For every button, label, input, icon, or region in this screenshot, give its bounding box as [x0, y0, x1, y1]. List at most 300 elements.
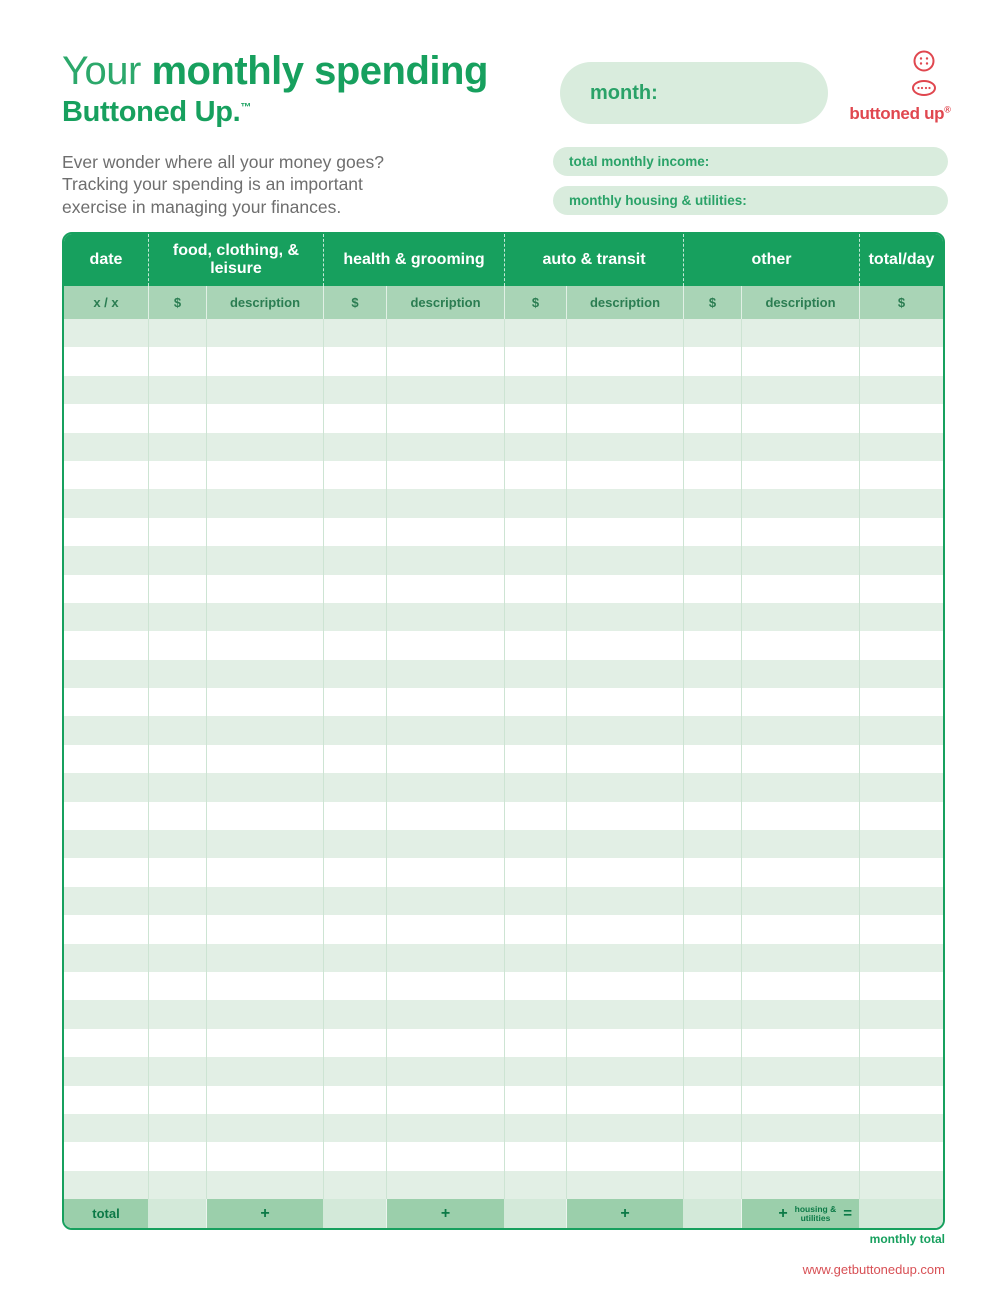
table-cell[interactable]: [207, 802, 324, 830]
table-cell[interactable]: [207, 1000, 324, 1028]
table-cell[interactable]: [860, 1086, 943, 1114]
footer-sum-cell[interactable]: [324, 1199, 387, 1228]
table-cell[interactable]: [207, 518, 324, 546]
table-cell[interactable]: [684, 518, 742, 546]
table-cell[interactable]: [207, 376, 324, 404]
table-cell[interactable]: [387, 802, 505, 830]
table-cell[interactable]: [567, 745, 684, 773]
table-cell[interactable]: [149, 461, 207, 489]
table-cell[interactable]: [149, 546, 207, 574]
footer-monthly-total-cell[interactable]: [860, 1199, 943, 1228]
table-cell[interactable]: [860, 575, 943, 603]
table-cell[interactable]: [387, 745, 505, 773]
table-cell[interactable]: [207, 489, 324, 517]
table-cell[interactable]: [684, 802, 742, 830]
table-cell[interactable]: [567, 887, 684, 915]
table-cell[interactable]: [505, 575, 567, 603]
table-cell[interactable]: [324, 1000, 387, 1028]
table-cell[interactable]: [505, 347, 567, 375]
table-cell[interactable]: [324, 489, 387, 517]
table-cell[interactable]: [567, 1142, 684, 1170]
table-cell[interactable]: [64, 631, 149, 659]
table-cell[interactable]: [149, 858, 207, 886]
table-cell[interactable]: [387, 887, 505, 915]
table-cell[interactable]: [567, 1114, 684, 1142]
table-cell[interactable]: [207, 745, 324, 773]
table-cell[interactable]: [684, 830, 742, 858]
table-cell[interactable]: [387, 1057, 505, 1085]
table-cell[interactable]: [860, 716, 943, 744]
table-cell[interactable]: [684, 915, 742, 943]
table-cell[interactable]: [387, 660, 505, 688]
table-cell[interactable]: [64, 575, 149, 603]
table-cell[interactable]: [324, 376, 387, 404]
table-cell[interactable]: [505, 1171, 567, 1199]
table-cell[interactable]: [742, 745, 860, 773]
table-cell[interactable]: [64, 1086, 149, 1114]
table-cell[interactable]: [742, 631, 860, 659]
table-cell[interactable]: [324, 1086, 387, 1114]
table-cell[interactable]: [324, 688, 387, 716]
table-cell[interactable]: [324, 915, 387, 943]
table-cell[interactable]: [64, 546, 149, 574]
table-cell[interactable]: [684, 404, 742, 432]
table-cell[interactable]: [149, 773, 207, 801]
table-cell[interactable]: [742, 347, 860, 375]
table-cell[interactable]: [860, 404, 943, 432]
table-cell[interactable]: [860, 1114, 943, 1142]
table-cell[interactable]: [505, 688, 567, 716]
table-cell[interactable]: [64, 1142, 149, 1170]
table-cell[interactable]: [207, 688, 324, 716]
table-cell[interactable]: [387, 830, 505, 858]
table-cell[interactable]: [567, 489, 684, 517]
table-cell[interactable]: [207, 1086, 324, 1114]
table-cell[interactable]: [860, 688, 943, 716]
table-cell[interactable]: [742, 1142, 860, 1170]
table-cell[interactable]: [567, 1029, 684, 1057]
table-cell[interactable]: [64, 915, 149, 943]
table-cell[interactable]: [567, 915, 684, 943]
table-cell[interactable]: [567, 830, 684, 858]
table-cell[interactable]: [64, 887, 149, 915]
table-cell[interactable]: [207, 1057, 324, 1085]
table-cell[interactable]: [684, 773, 742, 801]
table-cell[interactable]: [860, 915, 943, 943]
table-cell[interactable]: [742, 603, 860, 631]
table-cell[interactable]: [860, 603, 943, 631]
table-cell[interactable]: [149, 319, 207, 347]
table-cell[interactable]: [742, 688, 860, 716]
table-cell[interactable]: [387, 404, 505, 432]
table-cell[interactable]: [207, 1114, 324, 1142]
table-cell[interactable]: [149, 603, 207, 631]
table-cell[interactable]: [324, 1029, 387, 1057]
table-cell[interactable]: [567, 319, 684, 347]
table-cell[interactable]: [207, 546, 324, 574]
table-cell[interactable]: [742, 518, 860, 546]
table-cell[interactable]: [64, 319, 149, 347]
table-cell[interactable]: [684, 319, 742, 347]
table-cell[interactable]: [207, 1142, 324, 1170]
table-cell[interactable]: [742, 489, 860, 517]
table-cell[interactable]: [742, 1114, 860, 1142]
table-cell[interactable]: [149, 433, 207, 461]
table-cell[interactable]: [207, 944, 324, 972]
table-cell[interactable]: [860, 830, 943, 858]
table-cell[interactable]: [505, 660, 567, 688]
table-cell[interactable]: [505, 603, 567, 631]
table-cell[interactable]: [207, 773, 324, 801]
table-cell[interactable]: [567, 631, 684, 659]
table-cell[interactable]: [505, 1086, 567, 1114]
table-cell[interactable]: [567, 404, 684, 432]
table-cell[interactable]: [742, 546, 860, 574]
table-cell[interactable]: [207, 830, 324, 858]
table-cell[interactable]: [207, 716, 324, 744]
table-cell[interactable]: [149, 660, 207, 688]
table-cell[interactable]: [64, 745, 149, 773]
table-cell[interactable]: [860, 518, 943, 546]
footer-sum-cell[interactable]: [149, 1199, 207, 1228]
table-cell[interactable]: [742, 915, 860, 943]
table-cell[interactable]: [64, 1171, 149, 1199]
table-cell[interactable]: [742, 1000, 860, 1028]
table-cell[interactable]: [742, 858, 860, 886]
table-cell[interactable]: [149, 404, 207, 432]
table-cell[interactable]: [149, 716, 207, 744]
table-cell[interactable]: [207, 319, 324, 347]
table-cell[interactable]: [324, 1114, 387, 1142]
table-cell[interactable]: [742, 972, 860, 1000]
table-cell[interactable]: [860, 802, 943, 830]
table-cell[interactable]: [505, 1142, 567, 1170]
table-cell[interactable]: [149, 376, 207, 404]
table-cell[interactable]: [505, 631, 567, 659]
table-cell[interactable]: [64, 518, 149, 546]
table-cell[interactable]: [567, 716, 684, 744]
table-cell[interactable]: [742, 1086, 860, 1114]
table-cell[interactable]: [684, 716, 742, 744]
table-cell[interactable]: [860, 773, 943, 801]
table-cell[interactable]: [387, 546, 505, 574]
website-link[interactable]: www.getbuttonedup.com: [802, 1262, 945, 1277]
table-cell[interactable]: [387, 716, 505, 744]
table-cell[interactable]: [324, 802, 387, 830]
table-cell[interactable]: [742, 773, 860, 801]
table-cell[interactable]: [567, 461, 684, 489]
table-cell[interactable]: [684, 887, 742, 915]
table-cell[interactable]: [149, 915, 207, 943]
table-cell[interactable]: [505, 972, 567, 1000]
month-input[interactable]: [560, 62, 828, 124]
table-cell[interactable]: [207, 887, 324, 915]
footer-sum-cell[interactable]: [505, 1199, 567, 1228]
table-cell[interactable]: [149, 1086, 207, 1114]
table-cell[interactable]: [324, 631, 387, 659]
table-cell[interactable]: [324, 830, 387, 858]
table-cell[interactable]: [567, 1086, 684, 1114]
table-cell[interactable]: [742, 404, 860, 432]
table-cell[interactable]: [207, 972, 324, 1000]
table-cell[interactable]: [742, 1171, 860, 1199]
table-cell[interactable]: [387, 773, 505, 801]
table-cell[interactable]: [505, 858, 567, 886]
table-cell[interactable]: [387, 518, 505, 546]
table-cell[interactable]: [64, 376, 149, 404]
table-cell[interactable]: [149, 972, 207, 1000]
table-cell[interactable]: [684, 1114, 742, 1142]
table-cell[interactable]: [324, 887, 387, 915]
table-cell[interactable]: [387, 915, 505, 943]
table-cell[interactable]: [387, 347, 505, 375]
table-cell[interactable]: [207, 461, 324, 489]
table-cell[interactable]: [387, 972, 505, 1000]
table-cell[interactable]: [324, 433, 387, 461]
table-cell[interactable]: [567, 1000, 684, 1028]
table-cell[interactable]: [505, 1000, 567, 1028]
table-cell[interactable]: [742, 716, 860, 744]
table-cell[interactable]: [567, 858, 684, 886]
table-cell[interactable]: [324, 461, 387, 489]
table-cell[interactable]: [64, 489, 149, 517]
table-cell[interactable]: [64, 972, 149, 1000]
table-cell[interactable]: [742, 660, 860, 688]
table-cell[interactable]: [387, 944, 505, 972]
footer-sum-cell[interactable]: [684, 1199, 742, 1228]
table-cell[interactable]: [742, 376, 860, 404]
table-cell[interactable]: [567, 688, 684, 716]
table-cell[interactable]: [860, 1057, 943, 1085]
table-cell[interactable]: [505, 887, 567, 915]
table-cell[interactable]: [324, 972, 387, 1000]
table-cell[interactable]: [742, 887, 860, 915]
table-cell[interactable]: [387, 688, 505, 716]
table-cell[interactable]: [742, 433, 860, 461]
table-cell[interactable]: [684, 1171, 742, 1199]
table-cell[interactable]: [387, 631, 505, 659]
table-cell[interactable]: [207, 404, 324, 432]
table-cell[interactable]: [207, 660, 324, 688]
table-cell[interactable]: [149, 518, 207, 546]
table-cell[interactable]: [207, 603, 324, 631]
table-cell[interactable]: [324, 347, 387, 375]
table-cell[interactable]: [684, 1000, 742, 1028]
table-cell[interactable]: [505, 830, 567, 858]
table-cell[interactable]: [505, 745, 567, 773]
table-cell[interactable]: [64, 433, 149, 461]
table-cell[interactable]: [860, 347, 943, 375]
table-cell[interactable]: [505, 1114, 567, 1142]
table-cell[interactable]: [742, 461, 860, 489]
table-cell[interactable]: [505, 802, 567, 830]
table-cell[interactable]: [324, 1142, 387, 1170]
table-cell[interactable]: [64, 802, 149, 830]
table-cell[interactable]: [567, 347, 684, 375]
table-cell[interactable]: [207, 915, 324, 943]
table-cell[interactable]: [387, 1142, 505, 1170]
table-cell[interactable]: [567, 376, 684, 404]
table-cell[interactable]: [742, 1057, 860, 1085]
table-cell[interactable]: [505, 404, 567, 432]
table-cell[interactable]: [860, 376, 943, 404]
table-cell[interactable]: [860, 1142, 943, 1170]
table-cell[interactable]: [684, 1029, 742, 1057]
table-cell[interactable]: [860, 858, 943, 886]
table-cell[interactable]: [64, 461, 149, 489]
table-cell[interactable]: [149, 1114, 207, 1142]
table-cell[interactable]: [684, 461, 742, 489]
table-cell[interactable]: [684, 347, 742, 375]
table-cell[interactable]: [567, 773, 684, 801]
table-cell[interactable]: [64, 404, 149, 432]
table-cell[interactable]: [860, 631, 943, 659]
table-cell[interactable]: [742, 944, 860, 972]
table-cell[interactable]: [324, 1057, 387, 1085]
table-cell[interactable]: [684, 972, 742, 1000]
table-cell[interactable]: [860, 461, 943, 489]
table-cell[interactable]: [149, 745, 207, 773]
table-cell[interactable]: [684, 433, 742, 461]
table-cell[interactable]: [860, 887, 943, 915]
table-cell[interactable]: [324, 575, 387, 603]
table-cell[interactable]: [684, 1086, 742, 1114]
table-cell[interactable]: [149, 347, 207, 375]
table-cell[interactable]: [387, 376, 505, 404]
table-cell[interactable]: [684, 1057, 742, 1085]
table-cell[interactable]: [149, 1000, 207, 1028]
table-cell[interactable]: [149, 489, 207, 517]
table-cell[interactable]: [505, 518, 567, 546]
table-cell[interactable]: [64, 773, 149, 801]
housing-field[interactable]: [553, 186, 948, 215]
table-cell[interactable]: [64, 1114, 149, 1142]
table-cell[interactable]: [567, 944, 684, 972]
table-cell[interactable]: [742, 575, 860, 603]
table-cell[interactable]: [324, 858, 387, 886]
table-cell[interactable]: [324, 1171, 387, 1199]
table-cell[interactable]: [149, 1029, 207, 1057]
table-cell[interactable]: [324, 773, 387, 801]
table-cell[interactable]: [505, 376, 567, 404]
table-cell[interactable]: [505, 319, 567, 347]
table-cell[interactable]: [860, 1029, 943, 1057]
table-cell[interactable]: [505, 546, 567, 574]
table-cell[interactable]: [324, 546, 387, 574]
table-cell[interactable]: [505, 1057, 567, 1085]
table-cell[interactable]: [684, 546, 742, 574]
table-cell[interactable]: [684, 1142, 742, 1170]
table-cell[interactable]: [149, 1057, 207, 1085]
table-cell[interactable]: [684, 688, 742, 716]
table-cell[interactable]: [567, 1171, 684, 1199]
table-cell[interactable]: [684, 944, 742, 972]
table-cell[interactable]: [742, 802, 860, 830]
table-cell[interactable]: [387, 433, 505, 461]
table-cell[interactable]: [505, 461, 567, 489]
table-cell[interactable]: [387, 1171, 505, 1199]
table-cell[interactable]: [149, 887, 207, 915]
table-cell[interactable]: [207, 433, 324, 461]
table-cell[interactable]: [505, 716, 567, 744]
table-cell[interactable]: [567, 433, 684, 461]
table-cell[interactable]: [387, 319, 505, 347]
table-cell[interactable]: [387, 1029, 505, 1057]
table-cell[interactable]: [324, 603, 387, 631]
table-cell[interactable]: [684, 858, 742, 886]
table-cell[interactable]: [567, 603, 684, 631]
table-cell[interactable]: [324, 944, 387, 972]
table-cell[interactable]: [387, 1114, 505, 1142]
table-cell[interactable]: [149, 802, 207, 830]
table-cell[interactable]: [860, 546, 943, 574]
table-cell[interactable]: [324, 518, 387, 546]
table-cell[interactable]: [505, 489, 567, 517]
table-cell[interactable]: [64, 716, 149, 744]
table-cell[interactable]: [567, 518, 684, 546]
table-cell[interactable]: [207, 347, 324, 375]
income-field[interactable]: [553, 147, 948, 176]
table-cell[interactable]: [860, 944, 943, 972]
table-cell[interactable]: [567, 1057, 684, 1085]
table-cell[interactable]: [567, 660, 684, 688]
table-cell[interactable]: [860, 489, 943, 517]
table-cell[interactable]: [505, 915, 567, 943]
table-cell[interactable]: [742, 830, 860, 858]
table-cell[interactable]: [64, 944, 149, 972]
table-cell[interactable]: [860, 1171, 943, 1199]
table-cell[interactable]: [860, 319, 943, 347]
table-cell[interactable]: [387, 461, 505, 489]
table-cell[interactable]: [207, 575, 324, 603]
table-cell[interactable]: [742, 319, 860, 347]
table-cell[interactable]: [684, 631, 742, 659]
table-cell[interactable]: [567, 575, 684, 603]
table-cell[interactable]: [324, 660, 387, 688]
table-cell[interactable]: [64, 858, 149, 886]
table-cell[interactable]: [149, 575, 207, 603]
table-cell[interactable]: [64, 1000, 149, 1028]
table-cell[interactable]: [860, 433, 943, 461]
table-cell[interactable]: [684, 745, 742, 773]
table-cell[interactable]: [742, 1029, 860, 1057]
table-cell[interactable]: [64, 347, 149, 375]
table-cell[interactable]: [64, 1029, 149, 1057]
table-cell[interactable]: [505, 1029, 567, 1057]
table-cell[interactable]: [64, 1057, 149, 1085]
table-cell[interactable]: [860, 972, 943, 1000]
table-cell[interactable]: [149, 631, 207, 659]
table-cell[interactable]: [149, 688, 207, 716]
table-cell[interactable]: [149, 1171, 207, 1199]
table-cell[interactable]: [505, 773, 567, 801]
table-cell[interactable]: [387, 1086, 505, 1114]
table-cell[interactable]: [567, 546, 684, 574]
table-cell[interactable]: [324, 404, 387, 432]
table-cell[interactable]: [860, 660, 943, 688]
table-cell[interactable]: [64, 688, 149, 716]
table-cell[interactable]: [387, 858, 505, 886]
table-cell[interactable]: [387, 1000, 505, 1028]
table-cell[interactable]: [387, 489, 505, 517]
table-cell[interactable]: [505, 944, 567, 972]
table-cell[interactable]: [324, 745, 387, 773]
table-cell[interactable]: [207, 858, 324, 886]
table-cell[interactable]: [567, 802, 684, 830]
table-cell[interactable]: [64, 603, 149, 631]
table-cell[interactable]: [684, 489, 742, 517]
table-cell[interactable]: [64, 660, 149, 688]
